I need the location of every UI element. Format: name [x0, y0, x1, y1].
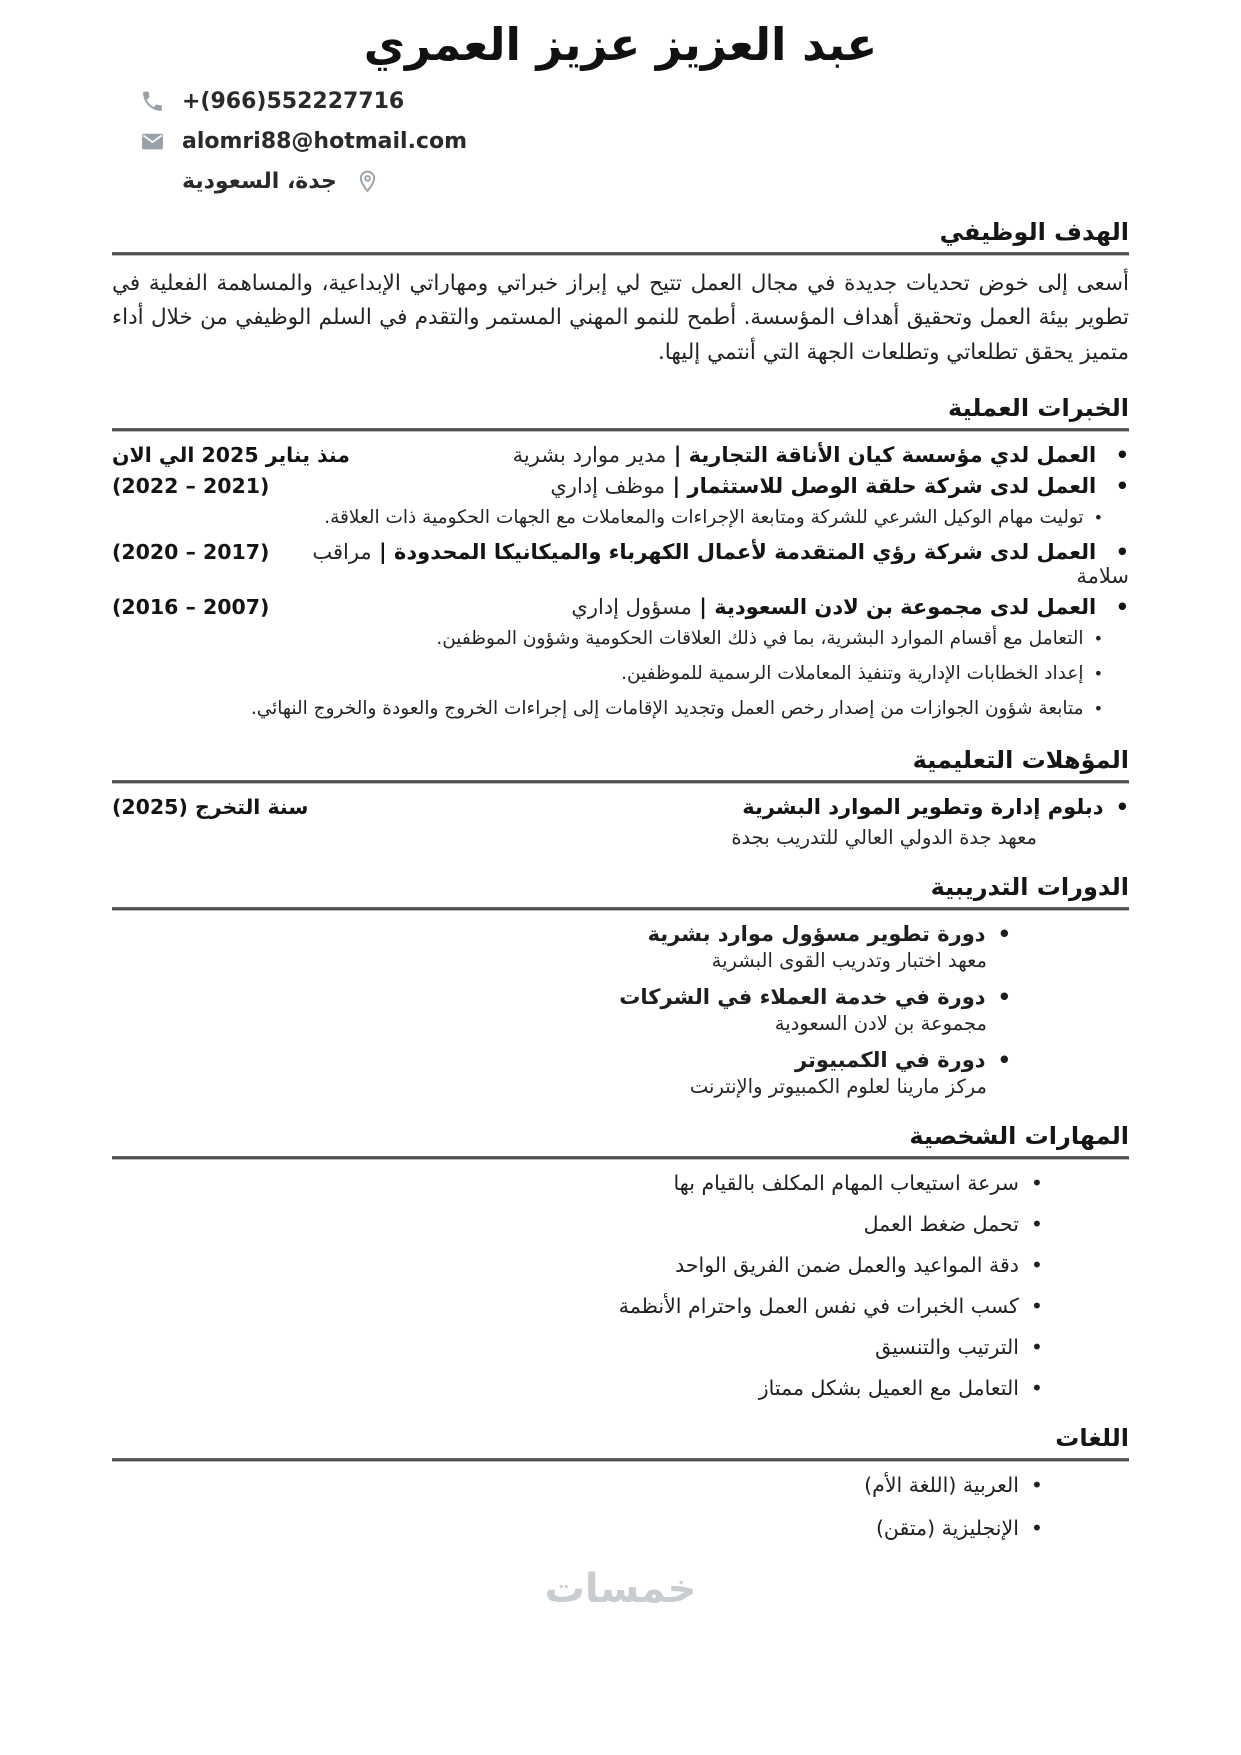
section-experience	[112, 394, 1129, 722]
experience-detail: • إعداد الخطابات الإدارية وتنفيذ المعاملات الرسمية للموظفين.	[112, 661, 1129, 688]
location-text: جدة، السعودية	[182, 169, 337, 194]
contact-email-row	[140, 129, 1129, 154]
skill-item: • الترتيب والتنسيق	[112, 1335, 1043, 1359]
experience-role: مدير موارد بشرية	[512, 443, 667, 468]
experience-date: (2007 – 2016)	[112, 594, 270, 619]
experience-detail: • توليت مهام الوكيل الشرعي للشركة ومتابعة الإجراءات والمعاملات مع الجهات الحكومية ذات العلاقة.	[112, 505, 1129, 532]
course-provider: معهد اختبار وتدريب القوى البشرية	[711, 949, 987, 973]
course-name: • دورة في الكمبيوتر	[112, 1048, 1129, 1072]
experience-company: العمل لدى شركة رؤي المتقدمة لأعمال الكهرباء والميكانيكا المحدودة |	[378, 539, 1097, 564]
section-objective	[112, 218, 1129, 370]
courses-list	[112, 922, 1129, 1098]
experience-title	[550, 474, 1129, 498]
section-title-education: المؤهلات التعليمية	[912, 746, 1129, 775]
section-title-objective: الهدف الوظيفي	[939, 218, 1129, 246]
contact-block	[112, 89, 1129, 194]
course-provider: مركز مارينا لعلوم الكمبيوتر والإنترنت	[689, 1075, 987, 1099]
experience-title	[571, 595, 1129, 619]
section-title-skills: المهارات الشخصية	[909, 1122, 1129, 1151]
section-skills	[112, 1122, 1129, 1400]
experience-date: (2017 – 2020)	[112, 539, 270, 564]
phone-number: +(966)552227716	[182, 89, 405, 114]
experience-item	[112, 474, 1129, 532]
course-name: • دورة تطوير مسؤول موارد بشرية	[112, 922, 1129, 946]
khamsat-watermark: خمسات	[544, 1566, 697, 1613]
email-icon	[140, 129, 165, 154]
skill-item: • كسب الخبرات في نفس العمل واحترام الأنظمة	[112, 1294, 1043, 1318]
objective-text: أسعى إلى خوض تحديات جديدة في مجال العمل تتيح لي إبراز خبراتي ومهاراتي الإبداعية، والمساهمة الفعلية في تطوير بيئة العمل وتحقيق أهداف المؤسسة. أطمح للنمو المهني المستمر والتقدم في السلم الوظيفي من خلال أداء متميز يحقق تطلعاتي وتطلعات الجهة التي أنتمي إليها.	[112, 271, 1129, 365]
experience-detail: • التعامل مع أقسام الموارد البشرية، بما في ذلك العلاقات الحكومية وشؤون الموظفين.	[112, 626, 1129, 653]
location-pin-icon	[355, 169, 380, 194]
contact-location-row	[140, 169, 1129, 194]
course-item	[112, 985, 1129, 1035]
skill-item: • سرعة استيعاب المهام المكلف بالقيام بها	[112, 1171, 1043, 1195]
experience-role: موظف إداري	[550, 474, 666, 499]
contact-phone-row	[140, 89, 1129, 114]
section-education	[112, 746, 1129, 849]
skill-item: • دقة المواعيد والعمل ضمن الفريق الواحد	[112, 1253, 1043, 1277]
phone-icon	[140, 89, 165, 114]
experience-item	[112, 540, 1129, 588]
language-item: • العربية (اللغة الأم)	[112, 1473, 1043, 1497]
section-title-languages: اللغات	[1055, 1424, 1129, 1453]
experience-item	[112, 595, 1129, 722]
course-provider: مجموعة بن لادن السعودية	[774, 1012, 987, 1036]
section-divider	[112, 780, 1129, 784]
experience-title	[513, 443, 1129, 467]
experience-detail: • متابعة شؤون الجوازات من إصدار رخص العمل وتجديد الإقامات إلى إجراءات الخروج والعودة والخروج النهائي.	[112, 696, 1129, 723]
course-item	[112, 1048, 1129, 1098]
skill-item: • التعامل مع العميل بشكل ممتاز	[112, 1376, 1043, 1400]
course-name: • دورة في خدمة العملاء في الشركات	[112, 985, 1129, 1009]
section-divider	[112, 1458, 1129, 1462]
section-title-experience: الخبرات العملية	[948, 394, 1129, 423]
section-divider	[112, 252, 1129, 256]
experience-title	[283, 540, 1129, 588]
language-item: • الإنجليزية (متقن)	[112, 1516, 1043, 1540]
experience-role: مراقب سلامة	[312, 539, 1129, 588]
course-item	[112, 922, 1129, 972]
email-address: alomri88@hotmail.com	[182, 129, 468, 154]
section-languages	[112, 1424, 1129, 1540]
section-divider	[112, 1156, 1129, 1160]
experience-company: العمل لدى شركة حلقة الوصل للاستثمار |	[672, 474, 1097, 499]
section-divider	[112, 907, 1129, 911]
page-title: عبد العزيز عزيز العمري	[363, 18, 878, 71]
experience-date: منذ يناير 2025 الي الان	[112, 443, 350, 468]
section-divider	[112, 428, 1129, 432]
skill-item: • تحمل ضغط العمل	[112, 1212, 1043, 1236]
languages-list	[112, 1473, 1129, 1540]
education-item	[112, 795, 1129, 849]
section-courses	[112, 873, 1129, 1098]
section-title-courses: الدورات التدريبية	[930, 873, 1129, 902]
degree-title: • دبلوم إدارة وتطوير الموارد البشرية	[742, 795, 1129, 819]
experience-role: مسؤول إداري	[571, 594, 692, 619]
experience-company: العمل لدي مؤسسة كيان الأناقة التجارية |	[673, 443, 1097, 468]
graduation-year: سنة التخرج (2025)	[112, 795, 309, 820]
skills-list	[112, 1171, 1129, 1400]
experience-date: (2021 – 2022)	[112, 474, 270, 499]
institute-name: معهد جدة الدولي العالي للتدريب بجدة	[731, 826, 1037, 850]
experience-item	[112, 443, 1129, 467]
experience-company: العمل لدى مجموعة بن لادن السعودية |	[699, 594, 1097, 619]
